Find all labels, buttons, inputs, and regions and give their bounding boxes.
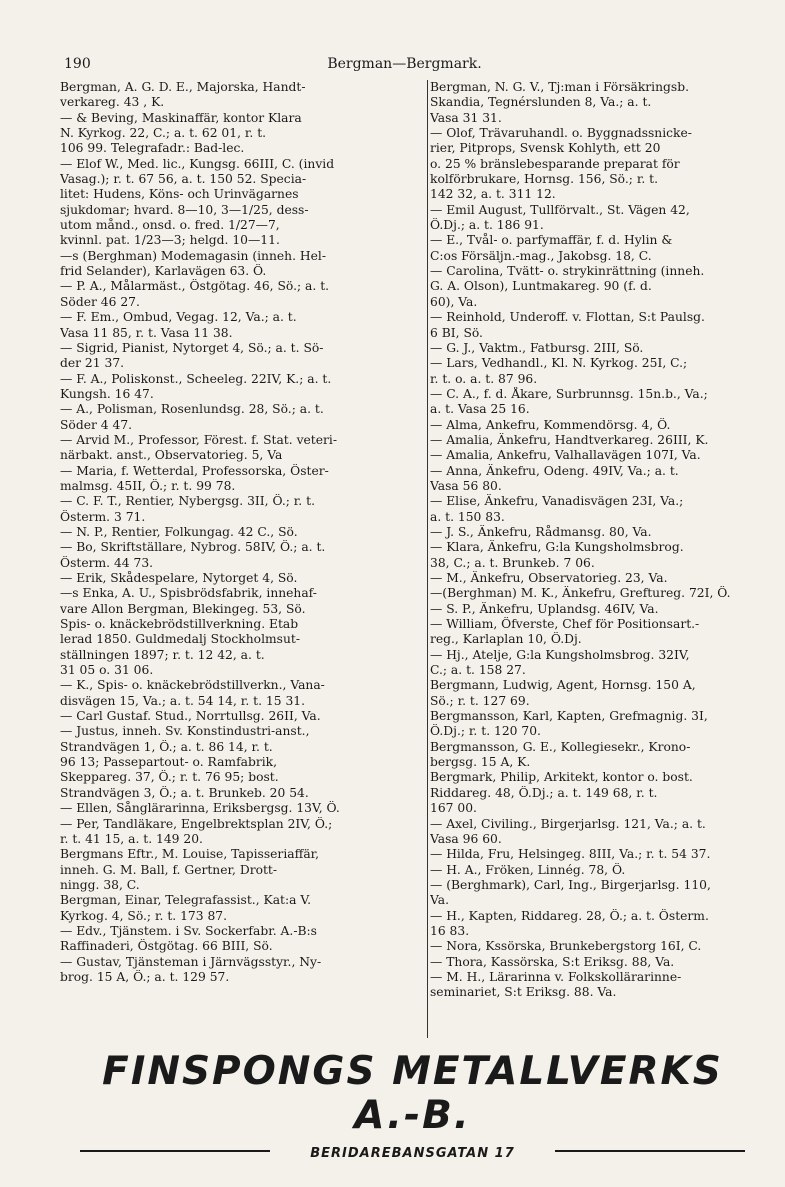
directory-line: — Justus, inneh. Sv. Konstindustri-anst., [60, 724, 310, 739]
directory-line: rier, Pitprops, Svensk Kohlyth, ett 20 [430, 141, 661, 156]
directory-line: N. Kyrkog. 22, C.; a. t. 62 01, r. t. [60, 126, 267, 141]
directory-line: — Gustav, Tjänsteman i Järnvägsstyr., Ny- [60, 954, 322, 969]
directory-line: — Carl Gustaf. Stud., Norrtullsg. 26II, Va. [60, 709, 321, 724]
directory-line: — Erik, Skådespelare, Nytorget 4, Sö. [60, 571, 298, 585]
directory-line: Strandvägen 3, Ö.; a. t. Brunkeb. 20 54. [60, 785, 309, 800]
directory-line: — Elise, Änkefru, Vanadisvägen 23I, Va.; [430, 494, 684, 509]
directory-line: — Klara, Änkefru, G:la Kungsholmsbrog. [430, 540, 684, 555]
left-column [60, 80, 425, 985]
directory-line: Va. [430, 893, 449, 908]
directory-line: — Elof W., Med. lic., Kungsg. 66III, C. (invid [60, 156, 335, 171]
directory-line: Bergmansson, G. E., Kollegiesekr., Krono- [430, 739, 691, 754]
directory-line: —s Enka, A. U., Spisbrödsfabrik, innehaf- [60, 586, 317, 601]
directory-line: 167 00. [430, 801, 477, 816]
directory-line: — Amalia, Änkefru, Handtverkareg. 26III, K. [430, 432, 709, 447]
directory-line: — Axel, Civiling., Birgerjarlsg. 121, Va.; a. t. [430, 816, 706, 831]
directory-line: — M., Änkefru, Observatorieg. 23, Va. [430, 571, 668, 585]
directory-line: — Nora, Kssörska, Brunkebergstorg 16I, C. [430, 939, 702, 954]
directory-line: brog. 15 A, Ö.; a. t. 129 57. [60, 969, 230, 984]
company-address: BERIDAREBANSGATAN 17 [310, 1146, 515, 1161]
directory-line: — Ellen, Sånglärarinna, Eriksbergsg. 13V, Ö. [60, 801, 340, 816]
directory-line: 96 13; Passepartout- o. Ramfabrik, [60, 755, 278, 770]
directory-line: Skeppareg. 37, Ö.; r. t. 76 95; bost. [60, 770, 279, 785]
directory-line: — K., Spis- o. knäckebrödstillverkn., Vana- [60, 678, 325, 693]
directory-line: — H. A., Fröken, Linnég. 78, Ö. [430, 862, 626, 877]
directory-line: der 21 37. [60, 356, 125, 371]
directory-line: sjukdomar; hvard. 8—10, 3—1/25, dess- [60, 202, 309, 217]
directory-line: —(Berghman) M. K., Änkefru, Greftureg. 72I, Ö. [430, 586, 731, 601]
directory-line: o. 25 % bränslebesparande preparat för [430, 156, 680, 171]
directory-line: reg., Karlaplan 10, Ö.Dj. [430, 632, 582, 647]
directory-line: — Reinhold, Underoff. v. Flottan, S:t Paulsg. [430, 310, 705, 325]
directory-line: — E., Tvål- o. parfymaffär, f. d. Hylin & [430, 233, 673, 248]
directory-line: Vasa 31 31. [430, 110, 502, 125]
directory-line: — Anna, Änkefru, Odeng. 49IV, Va.; a. t. [430, 463, 679, 478]
page-header [64, 56, 745, 76]
directory-line: Vasa 56 80. [430, 478, 502, 493]
directory-line: — Carolina, Tvätt- o. strykinrättning (inneh. [430, 264, 705, 279]
directory-line: — Arvid M., Professor, Förest. f. Stat. veteri- [60, 432, 337, 447]
directory-line: ställningen 1897; r. t. 12 42, a. t. [60, 647, 265, 662]
directory-line: — F. A., Poliskonst., Scheeleg. 22IV, K.; a. t. [60, 371, 332, 386]
directory-line: Sö.; r. t. 127 69. [430, 693, 530, 708]
directory-line: — Per, Tandläkare, Engelbrektsplan 2IV, Ö.; [60, 816, 333, 831]
right-column [430, 80, 780, 1001]
directory-line: Bergmans Eftr., M. Louise, Tapisseriaffär, [60, 847, 320, 862]
directory-line: — & Beving, Maskinaffär, kontor Klara [60, 110, 302, 125]
directory-line: Vasa 96 60. [430, 831, 502, 846]
directory-line: — Hj., Atelje, G:la Kungsholmsbrog. 32IV, [430, 647, 690, 662]
directory-line: r. t. 41 15, a. t. 149 20. [60, 831, 203, 846]
directory-line: — G. J., Vaktm., Fatbursg. 2III, Sö. [430, 340, 644, 355]
directory-line: — H., Kapten, Riddareg. 28, Ö.; a. t. Österm. [430, 908, 709, 923]
directory-line: — S. P., Änkefru, Uplandsg. 46IV, Va. [430, 601, 659, 616]
directory-line: malmsg. 45II, Ö.; r. t. 99 78. [60, 478, 236, 493]
directory-line: Österm. 3 71. [60, 509, 146, 524]
directory-line: G. A. Olson), Luntmakareg. 90 (f. d. [430, 279, 652, 294]
directory-line: C.; a. t. 158 27. [430, 663, 526, 678]
directory-line: a. t. 150 83. [430, 509, 505, 524]
directory-line: — Edv., Tjänstem. i Sv. Sockerfabr. A.-B:s [60, 923, 317, 938]
directory-line: — A., Polisman, Rosenlundsg. 28, Sö.; a. t. [60, 402, 324, 417]
directory-line: Bergman, N. G. V., Tj:man i Försäkringsb. [430, 80, 689, 94]
directory-line: — C. A., f. d. Åkare, Surbrunnsg. 15n.b., Va.; [430, 386, 708, 401]
directory-line: — William, Öfverste, Chef för Positionsart.- [430, 617, 700, 632]
directory-line: — Amalia, Ankefru, Valhallavägen 107I, Va. [430, 448, 701, 463]
directory-line: — J. S., Änkefru, Rådmansg. 80, Va. [430, 524, 652, 539]
directory-line: disvägen 15, Va.; a. t. 54 14, r. t. 15 31. [60, 693, 306, 708]
directory-line: lerad 1850. Guldmedalj Stockholmsut- [60, 632, 301, 647]
directory-line: 106 99. Telegrafadr.: Bad-lec. [60, 141, 245, 156]
running-headword: Bergman—Bergmark. [327, 56, 482, 72]
directory-line: Kyrkog. 4, Sö.; r. t. 173 87. [60, 908, 228, 923]
directory-line: — C. F. T., Rentier, Nybergsg. 3II, Ö.; r. t. [60, 494, 315, 509]
directory-line: — (Berghmark), Carl, Ing., Birgerjarlsg. 110, [430, 877, 711, 892]
directory-line: — Maria, f. Wetterdal, Professorska, Öster- [60, 463, 329, 478]
directory-line: bergsg. 15 A, K. [430, 755, 531, 770]
directory-line: Bergmark, Philip, Arkitekt, kontor o. bost. [430, 770, 693, 785]
directory-line: Bergman, A. G. D. E., Majorska, Handt- [60, 80, 306, 94]
directory-line: — Hilda, Fru, Helsingeg. 8III, Va.; r. t. 54 37. [430, 847, 711, 862]
company-name: FINSPONGS METALLVERKS A.-B. [102, 1049, 723, 1138]
directory-line: —s (Berghman) Modemagasin (inneh. Hel- [60, 248, 326, 263]
directory-line: — Sigrid, Pianist, Nytorget 4, Sö.; a. t. Sö- [60, 340, 324, 355]
directory-line: 16 83. [430, 923, 470, 938]
directory-line: Bergmann, Ludwig, Agent, Hornsg. 150 A, [430, 678, 696, 693]
directory-line: inneh. G. M. Ball, f. Gertner, Drott- [60, 862, 278, 877]
directory-line: — Bo, Skriftställare, Nybrog. 58IV, Ö.; a. t. [60, 540, 326, 555]
directory-line: litet: Hudens, Köns- och Urinvägarnes [60, 187, 299, 202]
directory-line: 6 BI, Sö. [430, 325, 483, 340]
directory-line: Söder 4 47. [60, 417, 133, 432]
directory-line: Vasa 11 85, r. t. Vasa 11 38. [60, 325, 233, 340]
directory-line: Vasag.); r. t. 67 56, a. t. 150 52. Specia- [60, 172, 307, 187]
directory-line: — N. P., Rentier, Folkungag. 42 C., Sö. [60, 524, 298, 539]
directory-line: seminariet, S:t Eriksg. 88. Va. [430, 985, 617, 1000]
directory-line: kvinnl. pat. 1/23—3; helgd. 10—11. [60, 233, 280, 248]
directory-line: 31 05 o. 31 06. [60, 663, 154, 678]
directory-line: frid Selander), Karlavägen 63. Ö. [60, 264, 267, 279]
directory-line: verkareg. 43 , K. [60, 95, 165, 110]
directory-line: — Lars, Vedhandl., Kl. N. Kyrkog. 25I, C.; [430, 356, 688, 371]
directory-line: närbakt. anst., Observatorieg. 5, Va [60, 448, 283, 463]
directory-line: 142 32, a. t. 311 12. [430, 187, 556, 202]
directory-line: Spis- o. knäckebrödstillverkning. Etab [60, 617, 299, 632]
directory-line: ningg. 38, C. [60, 877, 140, 892]
directory-line: kolförbrukare, Hornsg. 156, Sö.; r. t. [430, 172, 659, 187]
directory-line: — Thora, Kassörska, S:t Eriksg. 88, Va. [430, 954, 675, 969]
directory-line: Ö.Dj.; a. t. 186 91. [430, 218, 544, 233]
directory-line: C:os Försäljn.-mag., Jakobsg. 18, C. [430, 248, 652, 263]
directory-line: — P. A., Målarmäst., Östgötag. 46, Sö.; a. t. [60, 279, 330, 294]
directory-line: Bergman, Einar, Telegrafassist., Kat:a V. [60, 893, 312, 908]
directory-line: vare Allon Bergman, Blekingeg. 53, Sö. [60, 601, 306, 616]
directory-line: Ö.Dj.; r. t. 120 70. [430, 724, 541, 739]
directory-line: 60), Va. [430, 294, 478, 309]
advertisement-footer [80, 1049, 745, 1161]
rule-left [80, 1150, 270, 1152]
directory-line: Skandia, Tegnérslunden 8, Va.; a. t. [430, 95, 652, 110]
directory-line: utom månd., onsd. o. fred. 1/27—7, [60, 218, 280, 233]
directory-line: Bergmansson, Karl, Kapten, Grefmagnig. 3I, [430, 709, 708, 724]
directory-line: Strandvägen 1, Ö.; a. t. 86 14, r. t. [60, 739, 273, 754]
directory-line: — Emil August, Tullförvalt., St. Vägen 42, [430, 202, 690, 217]
column-divider [427, 80, 428, 1038]
directory-line: Riddareg. 48, Ö.Dj.; a. t. 149 68, r. t. [430, 785, 658, 800]
directory-line: 38, C.; a. t. Brunkeb. 7 06. [430, 555, 595, 570]
address-line [80, 1142, 745, 1161]
directory-line: — Alma, Ankefru, Kommendörsg. 4, Ö. [430, 417, 671, 432]
directory-line: Söder 46 27. [60, 294, 140, 309]
page-number: 190 [64, 56, 91, 72]
directory-line: r. t. o. a. t. 87 96. [430, 371, 538, 386]
directory-line: Österm. 44 73. [60, 555, 154, 570]
directory-line: — Olof, Trävaruhandl. o. Byggnadssnicke- [430, 126, 692, 141]
directory-line: — F. Em., Ombud, Vegag. 12, Va.; a. t. [60, 310, 297, 325]
directory-line: Kungsh. 16 47. [60, 386, 154, 401]
directory-line: — M. H., Lärarinna v. Folkskollärarinne- [430, 969, 682, 984]
directory-line: Raffinaderi, Östgötag. 66 BIII, Sö. [60, 939, 273, 954]
rule-right [555, 1150, 745, 1152]
directory-line: a. t. Vasa 25 16. [430, 402, 530, 417]
